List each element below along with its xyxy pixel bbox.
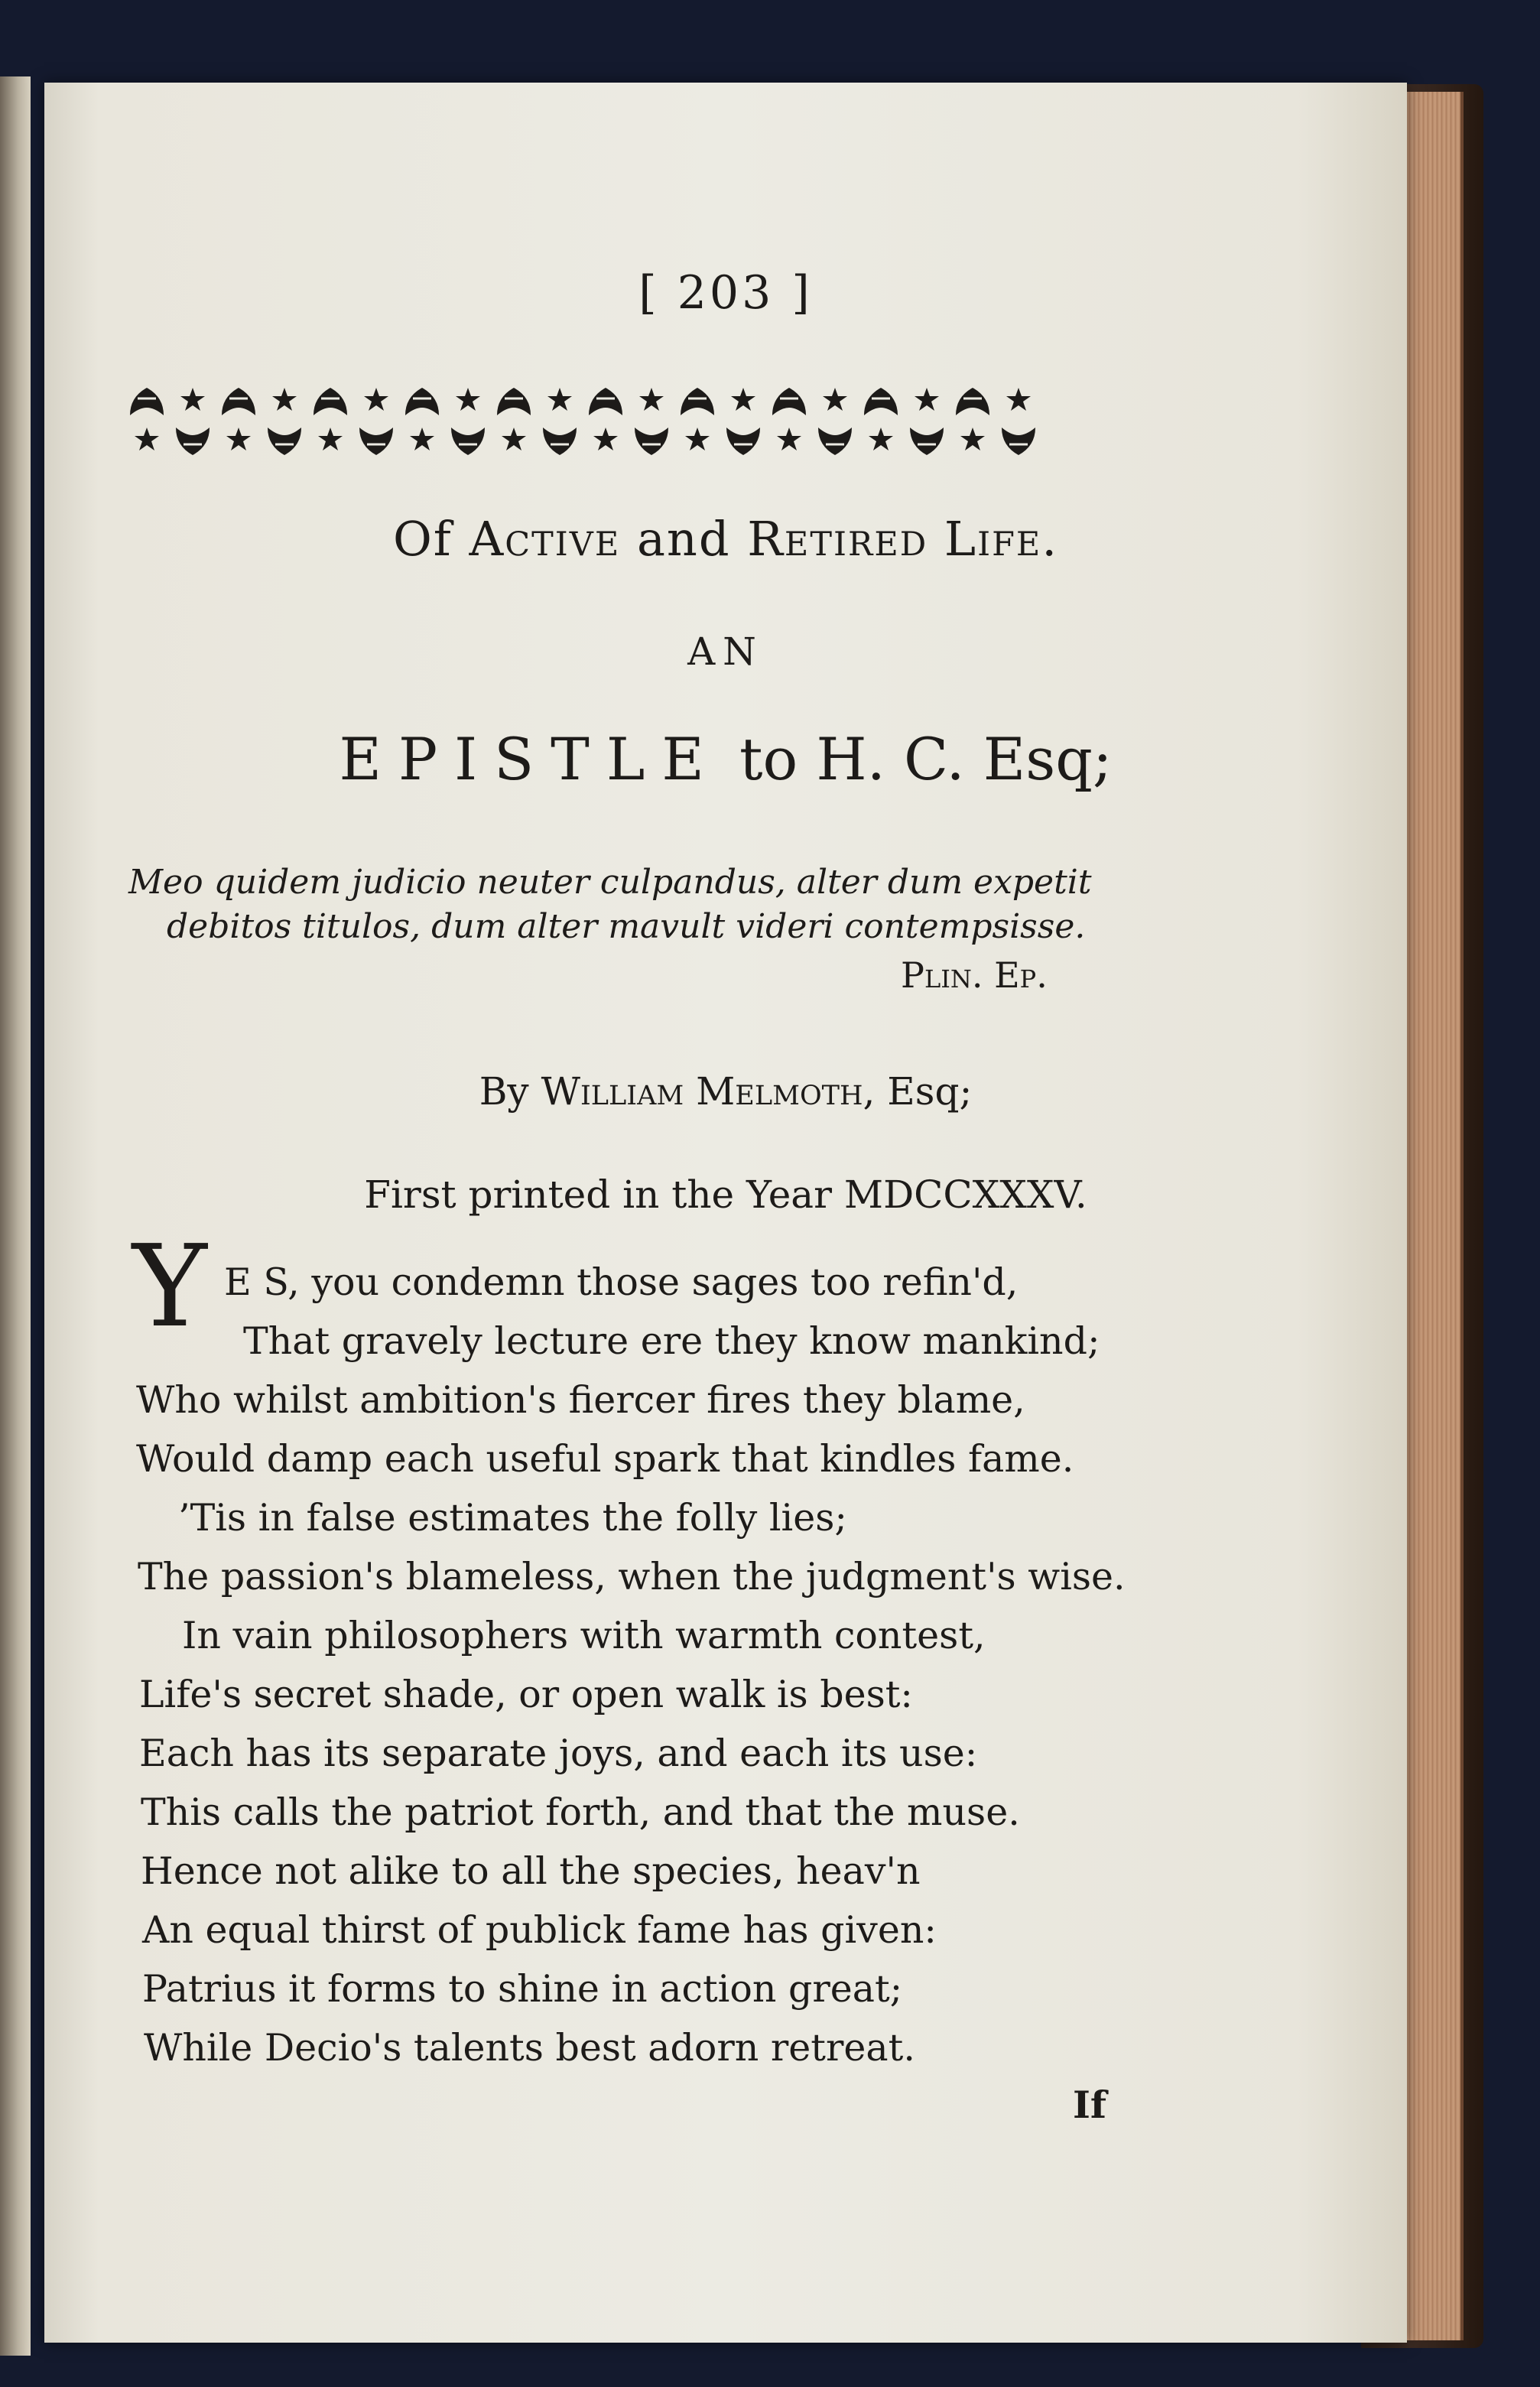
verse-line: Life's secret shade, or open walk is best: — [139, 1673, 913, 1716]
verse-line: An equal thirst of publick fame has given: — [142, 1908, 937, 1952]
heading-epistle — [44, 725, 1407, 793]
epigraph-attribution: Plin. Ep. — [901, 954, 1048, 996]
byline-suffix: , Esq; — [863, 1069, 973, 1114]
printers-ornament-band — [116, 377, 1068, 461]
title-part-active: Active — [469, 511, 621, 567]
title-part-of: Of — [392, 511, 469, 567]
heading-an: AN — [687, 629, 764, 674]
verse-line: This calls the patriot forth, and that the muse. — [141, 1790, 1020, 1834]
verse-line: E S, you condemn those sages too refin'd, — [224, 1260, 1019, 1304]
verse-line: Would damp each useful spark that kindles fame. — [136, 1437, 1074, 1481]
page-number: [ 203 ] — [638, 266, 813, 320]
verse-line: In vain philosophers with warmth contest, — [182, 1614, 986, 1657]
first-printed-note: First printed in the Year MDCCXXXV. — [364, 1172, 1087, 1217]
verse-line: Each has its separate joys, and each its use: — [139, 1732, 978, 1775]
author-byline — [44, 1069, 1407, 1114]
section-title — [44, 511, 1407, 567]
verse-line: ’Tis in false estimates the folly lies; — [178, 1496, 847, 1540]
epigraph-line-2: debitos titulos, dum alter mavult videri contempsisse. — [167, 907, 1086, 946]
verse-line: The passion's blameless, when the judgment's wise. — [138, 1555, 1126, 1598]
title-part-retired-life: Retired Life. — [747, 511, 1059, 567]
byline-name: William Melmoth — [541, 1069, 863, 1114]
title-part-and: and — [620, 511, 748, 567]
verse-line: Who whilst ambition's fiercer fires they blame, — [136, 1378, 1025, 1422]
verse-line: Hence not alike to all the species, heav'n — [141, 1849, 921, 1893]
verse-line: While Decio's talents best adorn retreat. — [144, 2026, 915, 2070]
epistle-addressee: to H. C. Esq; — [720, 725, 1113, 793]
verse-line: Patrius it forms to shine in action great; — [142, 1967, 903, 2011]
drop-cap: Y — [132, 1221, 207, 1352]
epigraph-line-1: Meo quidem judicio neuter culpandus, alter dum expetit — [128, 863, 1092, 902]
verse-line: That gravely lecture ere they know mankind; — [243, 1319, 1100, 1363]
byline-prefix: By — [479, 1069, 541, 1114]
book-page — [44, 83, 1407, 2343]
previous-page-edge — [0, 76, 31, 2356]
epistle-word: EPISTLE — [339, 725, 721, 793]
catchword: If — [1073, 2083, 1106, 2127]
